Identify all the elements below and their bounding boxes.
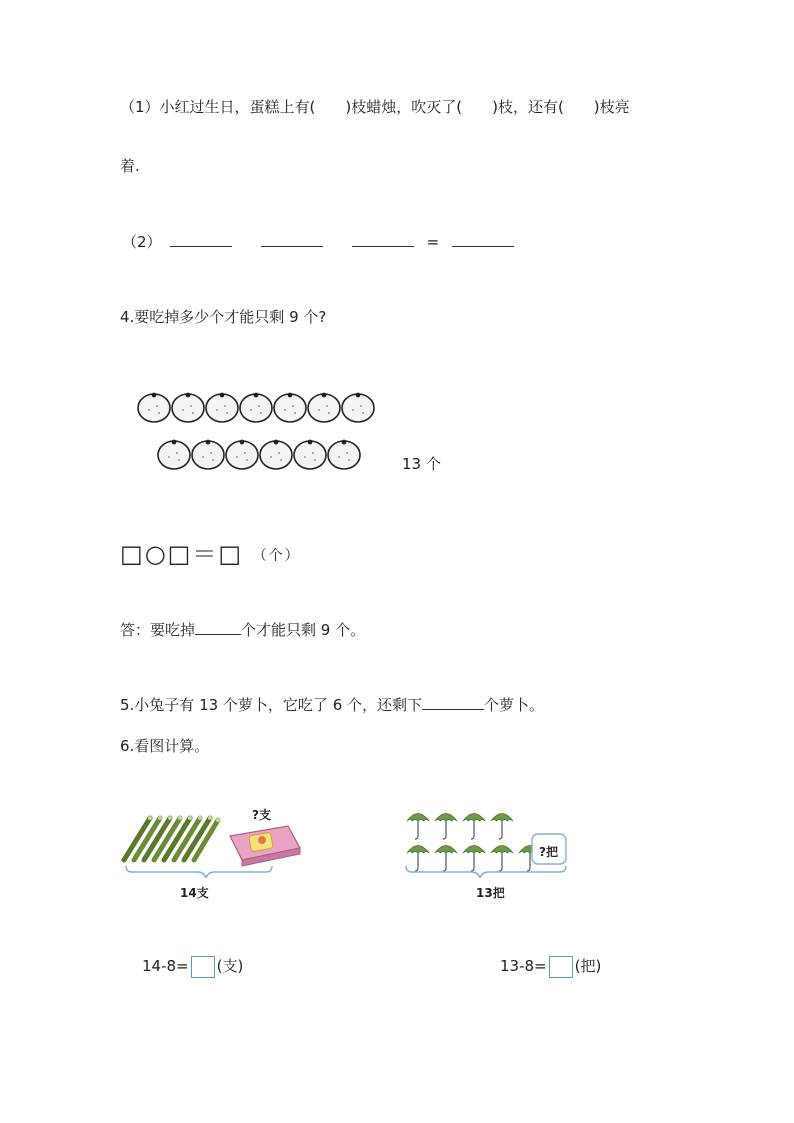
answer-prefix: 答：要吃掉 bbox=[120, 621, 196, 639]
q3-part1-line1: （1）小红过生日，蛋糕上有( )枝蜡烛，吹灭了( )枝，还有( )枝亮 bbox=[120, 98, 630, 116]
q6-left-question: ?支 bbox=[252, 808, 271, 822]
equation-box[interactable]: □ bbox=[218, 540, 244, 568]
equation-box[interactable]: □ bbox=[120, 540, 145, 568]
q6-right-question: ?把 bbox=[539, 845, 558, 859]
fruit-count-label: 13 个 bbox=[402, 455, 441, 473]
answer-blank[interactable] bbox=[352, 246, 414, 247]
q4-answer bbox=[120, 619, 365, 640]
operator-circle[interactable]: ○ bbox=[144, 540, 168, 568]
equation-text: 13-8= bbox=[500, 957, 547, 975]
q6-left-total: 14支 bbox=[180, 886, 209, 900]
q5-prefix: 5.小兔子有 13 个萝卜，它吃了 6 个，还剩下 bbox=[120, 696, 423, 714]
answer-blank[interactable] bbox=[170, 246, 232, 247]
equation-box[interactable]: □ bbox=[167, 540, 193, 568]
answer-suffix: 个才能只剩 9 个。 bbox=[241, 621, 366, 639]
q6-title: 6.看图计算。 bbox=[120, 737, 210, 755]
fruit-icon bbox=[138, 394, 374, 422]
q3-part2 bbox=[122, 231, 514, 252]
fruit-illustration bbox=[132, 388, 392, 478]
answer-box[interactable] bbox=[191, 956, 215, 978]
equals-sign: = bbox=[426, 233, 440, 251]
q4-equation bbox=[120, 534, 301, 569]
umbrellas-illustration bbox=[402, 806, 572, 878]
q3-part1-line2: 着. bbox=[120, 157, 140, 175]
equation-text: 14-8= bbox=[142, 957, 189, 975]
pencils-illustration bbox=[118, 808, 308, 878]
answer-box[interactable] bbox=[549, 956, 573, 978]
equation-unit: (把) bbox=[574, 957, 602, 975]
equation-unit: (支) bbox=[216, 957, 244, 975]
answer-blank[interactable] bbox=[452, 246, 514, 247]
fruit-icon bbox=[158, 441, 360, 469]
q6-left-equation bbox=[142, 955, 243, 978]
equals-sign: ＝ bbox=[192, 540, 219, 568]
q5 bbox=[120, 694, 544, 715]
q3-part2-label: （2） bbox=[122, 233, 162, 251]
answer-blank[interactable] bbox=[195, 634, 241, 635]
q6-right-equation bbox=[500, 955, 601, 978]
pencil-box-icon bbox=[230, 826, 300, 866]
q6-right-total: 13把 bbox=[476, 886, 505, 900]
q4-title: 4.要吃掉多少个才能只剩 9 个? bbox=[120, 308, 327, 326]
answer-blank[interactable] bbox=[422, 709, 484, 710]
answer-blank[interactable] bbox=[261, 246, 323, 247]
umbrella-icon bbox=[407, 814, 541, 872]
q5-suffix: 个萝卜。 bbox=[484, 696, 545, 714]
equation-unit: （个） bbox=[252, 548, 301, 564]
